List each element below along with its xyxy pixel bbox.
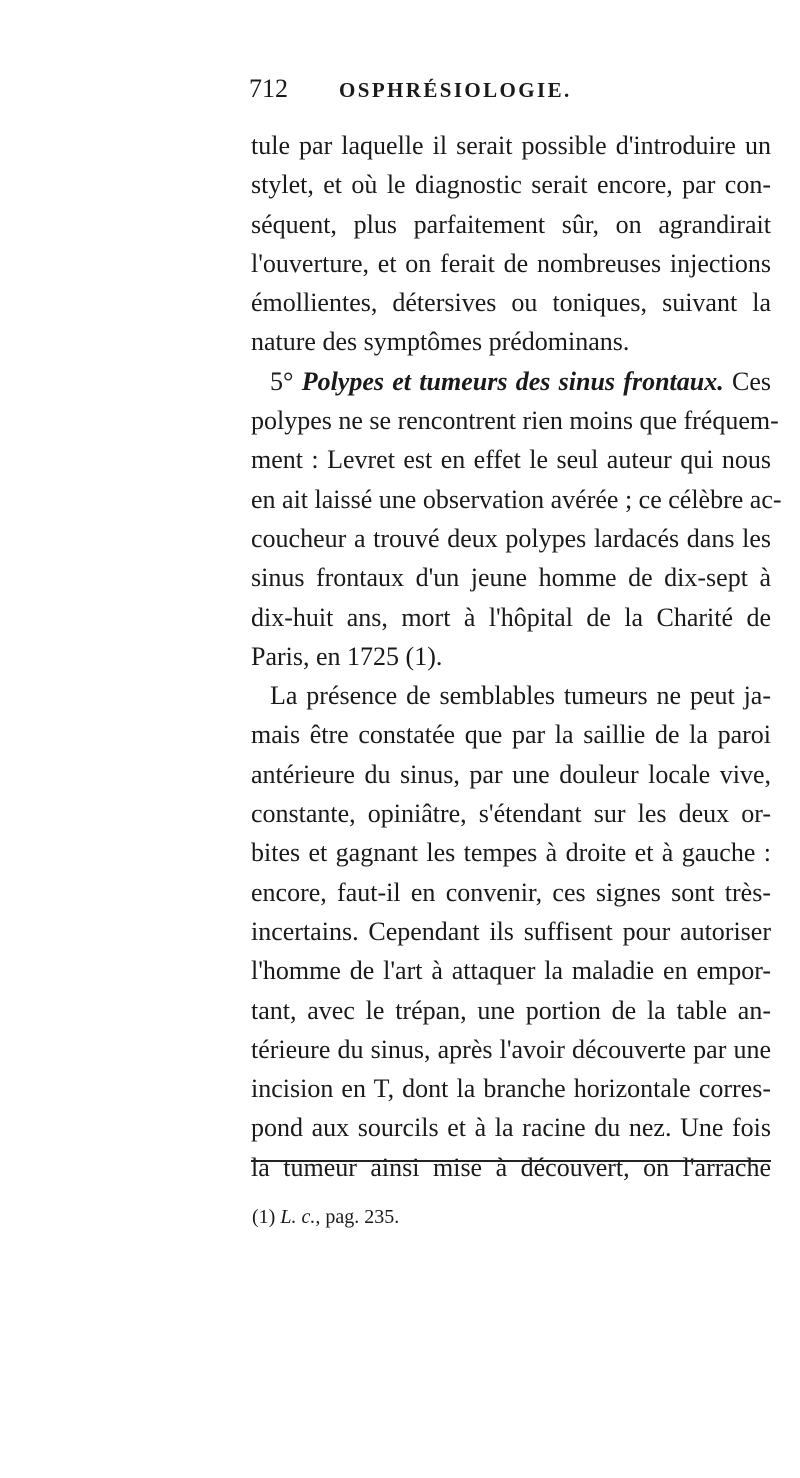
text-line: La présence de semblables tumeurs ne peut ja- (270, 681, 771, 711)
footnote-rule (251, 1160, 771, 1162)
text-line: en ait laissé une observation avérée ; ce célèbre ac- (251, 484, 782, 514)
footnote (252, 1206, 399, 1229)
text-line: l'homme de l'art à attaquer la maladie en empor- (251, 956, 771, 986)
text-line: tant, avec le trépan, une portion de la table an- (251, 995, 771, 1025)
text-line: dix-huit ans, mort à l'hôpital de la Charité de (251, 602, 771, 632)
body-text (251, 126, 782, 1187)
text-line: térieure du sinus, après l'avoir découverte par une (251, 1034, 771, 1064)
text-line: incision en T, dont la branche horizontale corres- (251, 1074, 771, 1104)
section-number: 5° (270, 366, 294, 396)
section-heading-line (251, 362, 771, 401)
text-line: Paris, en 1725 (1). (251, 641, 443, 671)
text-line: mais être constatée que par la saillie de la paroi (251, 720, 771, 750)
text-line: bites et gagnant les tempes à droite et à gauche : (251, 838, 771, 868)
footnote-page: , pag. 235. (315, 1206, 400, 1228)
text-line: tule par laquelle il serait possible d'introduire un (251, 131, 771, 160)
text-line: nature des symptômes prédominans. (251, 327, 630, 357)
text-line: émollientes, détersives ou toniques, suivant la (251, 288, 771, 318)
text-line: antérieure du sinus, par une douleur locale vive, (251, 759, 771, 789)
page-number: 712 (249, 74, 288, 103)
running-title: OSPHRÉSIOLOGIE. (339, 78, 572, 102)
text-line: pond aux sourcils et à la racine du nez. Une fois (251, 1113, 771, 1143)
page-header (249, 70, 771, 110)
text-line: incertains. Cependant ils suffisent pour autoriser (251, 916, 771, 946)
text-line: sinus frontaux d'un jeune homme de dix-sept à (251, 563, 771, 593)
text-line: coucheur a trouvé deux polypes lardacés dans les (251, 523, 771, 553)
text-line: stylet, et où le diagnostic serait encore, par con- (251, 170, 771, 200)
text-line: l'ouverture, et on ferait de nombreuses injections (251, 248, 771, 278)
text-line: polypes ne se rencontrent rien moins que fréquem- (251, 406, 779, 436)
footnote-marker: (1) (252, 1206, 276, 1228)
text-line: encore, faut-il en convenir, ces signes sont très- (251, 877, 771, 907)
footnote-ref: L. c. (280, 1206, 316, 1228)
section-title: Polypes et tumeurs des sinus frontaux. (301, 366, 724, 396)
text-line: ment : Levret est en effet le seul auteur qui nous (251, 445, 771, 475)
text-line: constante, opiniâtre, s'étendant sur les deux or- (251, 799, 771, 829)
section-rest: Ces (732, 366, 772, 396)
text-line: séquent, plus parfaitement sûr, on agrandirait (251, 209, 771, 239)
text-line: la tumeur ainsi mise à découvert, on l'arrache (251, 1152, 771, 1182)
